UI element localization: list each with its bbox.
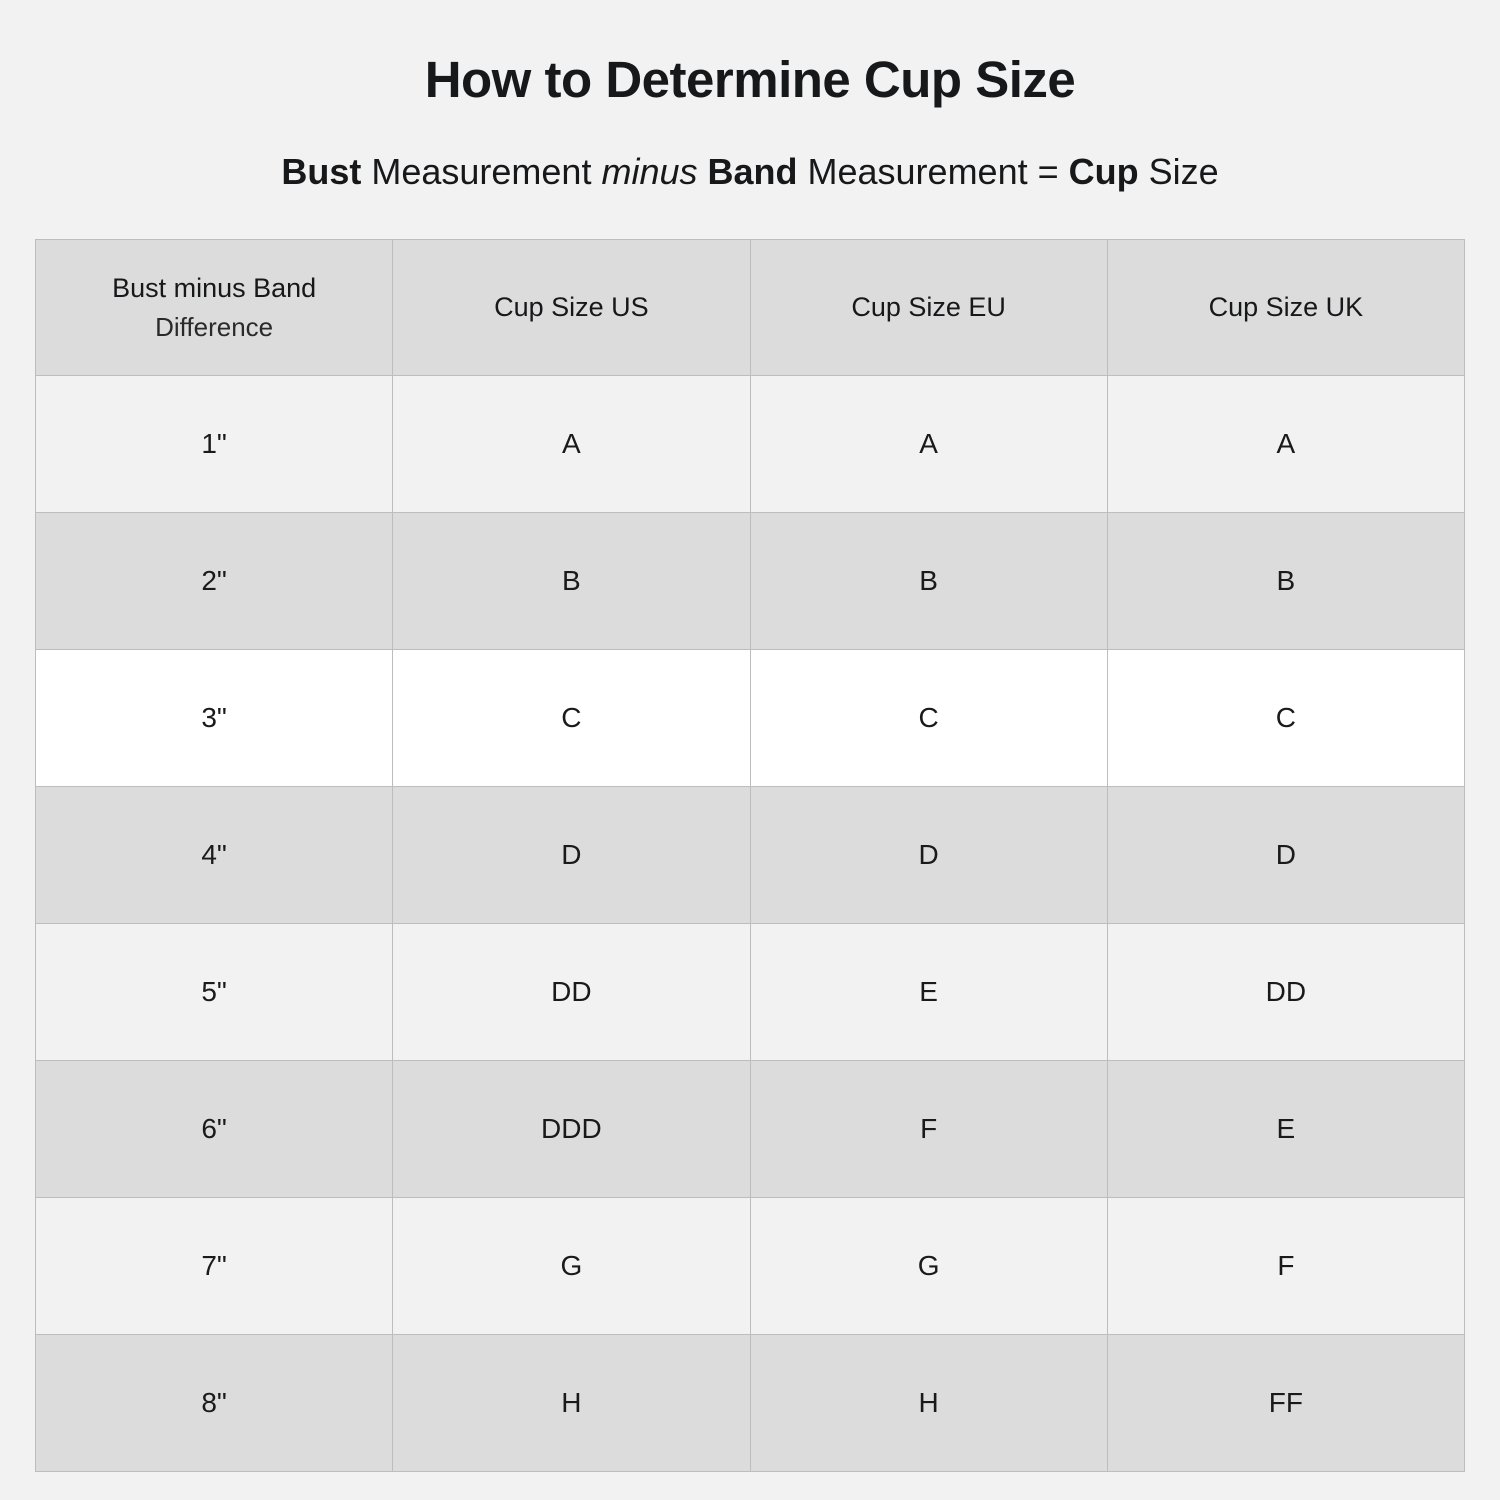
cell-cup-us: B <box>393 513 750 650</box>
cell-cup-uk: D <box>1107 787 1464 924</box>
cell-difference: 6" <box>36 1061 393 1198</box>
cell-difference: 1" <box>36 376 393 513</box>
subtitle-cup: Cup <box>1068 151 1139 192</box>
cell-cup-uk: A <box>1107 376 1464 513</box>
subtitle-measurement-1: Measurement <box>361 151 602 192</box>
cell-cup-us: DDD <box>393 1061 750 1198</box>
table-row <box>36 376 1465 513</box>
cell-cup-uk: C <box>1107 650 1464 787</box>
table-row <box>36 1198 1465 1335</box>
subtitle-minus: minus <box>601 151 698 192</box>
subtitle-measurement-2: Measurement = <box>797 151 1069 192</box>
column-header-cup-size-uk: Cup Size UK <box>1107 240 1464 376</box>
table-row <box>36 924 1465 1061</box>
cell-cup-us: DD <box>393 924 750 1061</box>
cell-cup-eu: H <box>750 1335 1107 1472</box>
cell-cup-eu: C <box>750 650 1107 787</box>
cell-cup-us: A <box>393 376 750 513</box>
page-subtitle <box>281 151 1218 193</box>
cell-difference: 7" <box>36 1198 393 1335</box>
table-header-row <box>36 240 1465 376</box>
cell-cup-uk: F <box>1107 1198 1464 1335</box>
cell-cup-us: G <box>393 1198 750 1335</box>
cell-difference: 4" <box>36 787 393 924</box>
cell-cup-eu: F <box>750 1061 1107 1198</box>
cell-cup-eu: A <box>750 376 1107 513</box>
column-header-main: Bust minus Band <box>112 272 317 303</box>
table-row <box>36 650 1465 787</box>
column-header-sub: Difference <box>155 311 274 342</box>
table-row <box>36 1061 1465 1198</box>
column-header-cup-size-eu: Cup Size EU <box>750 240 1107 376</box>
column-header-cup-size-us: Cup Size US <box>393 240 750 376</box>
cell-cup-eu: D <box>750 787 1107 924</box>
cell-cup-us: C <box>393 650 750 787</box>
subtitle-bust: Bust <box>281 151 362 192</box>
cell-cup-uk: E <box>1107 1061 1464 1198</box>
cell-cup-uk: DD <box>1107 924 1464 1061</box>
table-row <box>36 1335 1465 1472</box>
subtitle-band: Band <box>697 151 798 192</box>
cell-difference: 3" <box>36 650 393 787</box>
cell-difference: 2" <box>36 513 393 650</box>
cell-cup-us: H <box>393 1335 750 1472</box>
cell-cup-eu: E <box>750 924 1107 1061</box>
cell-difference: 5" <box>36 924 393 1061</box>
cell-difference: 8" <box>36 1335 393 1472</box>
cell-cup-us: D <box>393 787 750 924</box>
column-header-bust-minus-band <box>36 240 393 376</box>
size-table-container <box>35 239 1465 1472</box>
table-row <box>36 787 1465 924</box>
table-row <box>36 513 1465 650</box>
cup-size-table <box>35 239 1465 1472</box>
page-title: How to Determine Cup Size <box>424 51 1076 108</box>
subtitle-size: Size <box>1138 151 1219 192</box>
table-body <box>36 376 1465 1472</box>
cell-cup-eu: G <box>750 1198 1107 1335</box>
table-header <box>36 240 1465 376</box>
cell-cup-uk: FF <box>1107 1335 1464 1472</box>
cell-cup-eu: B <box>750 513 1107 650</box>
cell-cup-uk: B <box>1107 513 1464 650</box>
